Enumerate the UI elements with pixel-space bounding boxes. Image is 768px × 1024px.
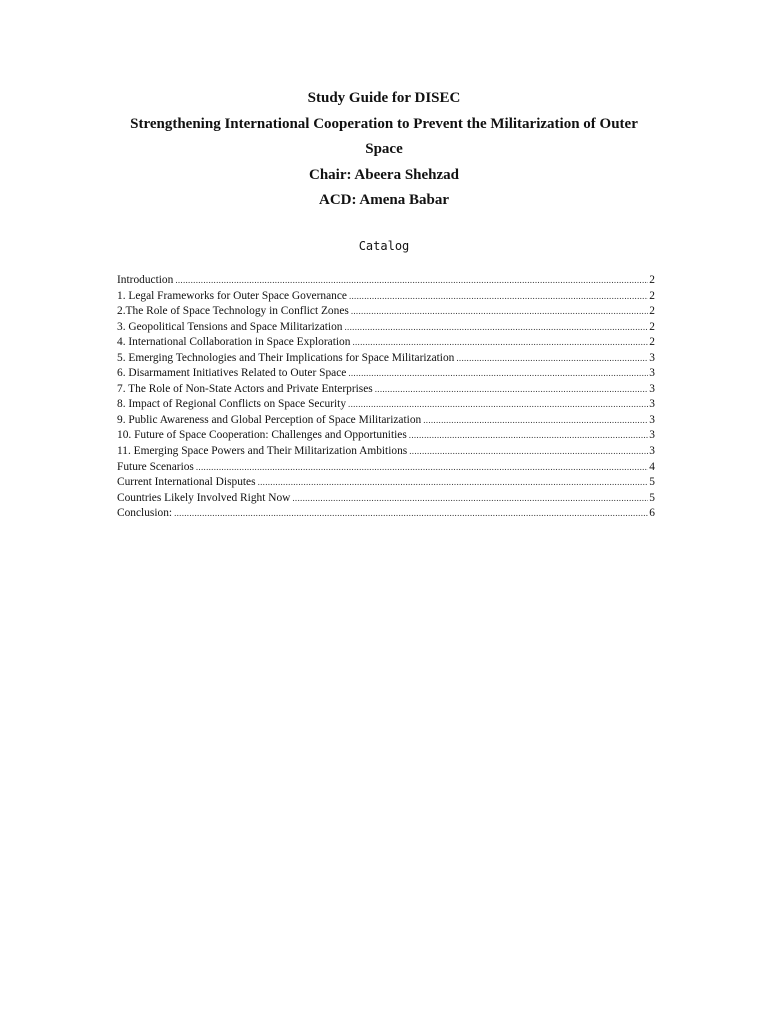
toc-entry-page-number: 3 [649, 413, 655, 426]
toc-dot-leader [345, 320, 649, 336]
toc-entry-page-number: 2 [649, 336, 655, 349]
toc-entry[interactable] [117, 444, 655, 460]
toc-entry[interactable] [117, 320, 655, 336]
chair-name: Chair: Abeera Shehzad [309, 166, 459, 183]
toc-entry-label[interactable]: 4. International Collaboration in Space Exploration [117, 336, 351, 349]
toc-dot-leader [292, 491, 648, 507]
toc-entry-label[interactable]: 10. Future of Space Cooperation: Challenges and Opportunities [117, 429, 407, 442]
toc-entry[interactable] [117, 304, 655, 320]
toc-entry[interactable] [117, 460, 655, 476]
toc-entry-page-number: 3 [649, 382, 655, 395]
toc-entry-page-number: 3 [649, 367, 655, 380]
document-title-block [110, 86, 658, 214]
toc-entry-page-number: 2 [649, 305, 655, 318]
toc-entry[interactable] [117, 413, 655, 429]
toc-entry[interactable] [117, 366, 655, 382]
table-of-contents [117, 273, 655, 522]
toc-dot-leader [258, 475, 649, 491]
toc-entry-page-number: 3 [649, 398, 655, 411]
toc-entry-label[interactable]: 9. Public Awareness and Global Perception of Space Militarization [117, 413, 422, 426]
toc-dot-leader [409, 428, 649, 444]
toc-entry-page-number: 2 [649, 320, 655, 333]
topic-title-continued: Space [365, 141, 403, 157]
topic-title: Strengthening International Cooperation to Prevent the Militarization of Outer [130, 115, 638, 132]
toc-entry-label[interactable]: 8. Impact of Regional Conflicts on Space Security [117, 398, 347, 411]
toc-entry-label[interactable]: 6. Disarmament Initiatives Related to Outer Space [117, 367, 347, 380]
toc-dot-leader [196, 460, 648, 476]
toc-dot-leader [456, 351, 648, 367]
acd-name: ACD: Amena Babar [319, 192, 449, 208]
toc-entry-page-number: 3 [649, 445, 655, 458]
toc-entry[interactable] [117, 491, 655, 507]
toc-entry[interactable] [117, 475, 655, 491]
toc-dot-leader [349, 289, 648, 305]
toc-entry-label[interactable]: Future Scenarios [117, 460, 194, 473]
toc-entry-label[interactable]: 5. Emerging Technologies and Their Implications for Space Militarization [117, 351, 455, 364]
toc-entry-page-number: 5 [649, 476, 655, 489]
study-guide-title: Study Guide for DISEC [307, 90, 461, 106]
toc-entry[interactable] [117, 397, 655, 413]
toc-entry-page-number: 3 [649, 351, 655, 364]
toc-entry[interactable] [117, 506, 655, 522]
catalog-heading: Catalog [358, 239, 410, 253]
toc-entry[interactable] [117, 335, 655, 351]
toc-entry-label[interactable]: Introduction [117, 274, 174, 286]
toc-dot-leader [351, 304, 648, 320]
toc-entry-page-number: 2 [649, 274, 655, 286]
toc-dot-leader [348, 397, 648, 413]
toc-dot-leader [175, 273, 648, 289]
toc-entry[interactable] [117, 289, 655, 305]
toc-dot-leader [174, 506, 648, 522]
toc-entry-label[interactable]: 1. Legal Frameworks for Outer Space Governance [117, 289, 347, 302]
toc-entry-page-number: 4 [649, 460, 655, 473]
toc-entry-label[interactable]: Countries Likely Involved Right Now [117, 491, 291, 504]
toc-entry[interactable] [117, 382, 655, 398]
toc-entry-label[interactable]: 3. Geopolitical Tensions and Space Militarization [117, 320, 343, 333]
toc-entry-label[interactable]: Current International Disputes [117, 476, 256, 489]
toc-entry-label[interactable]: 7. The Role of Non-State Actors and Private Enterprises [117, 382, 373, 395]
toc-entry-label[interactable]: 2.The Role of Space Technology in Conflict Zones [117, 305, 349, 318]
toc-entry[interactable] [117, 351, 655, 367]
toc-entry-label[interactable]: 11. Emerging Space Powers and Their Militarization Ambitions [117, 445, 408, 458]
toc-dot-leader [375, 382, 649, 398]
toc-entry-label[interactable]: Conclusion: [117, 507, 173, 520]
toc-dot-leader [352, 335, 648, 351]
toc-entry[interactable] [117, 273, 655, 289]
toc-entry-page-number: 3 [649, 429, 655, 442]
toc-entry-page-number: 2 [649, 289, 655, 302]
toc-entry-page-number: 6 [649, 507, 655, 520]
toc-dot-leader [409, 444, 648, 460]
toc-entry[interactable] [117, 428, 655, 444]
toc-dot-leader [348, 366, 648, 382]
toc-entry-page-number: 5 [649, 491, 655, 504]
toc-dot-leader [423, 413, 648, 429]
